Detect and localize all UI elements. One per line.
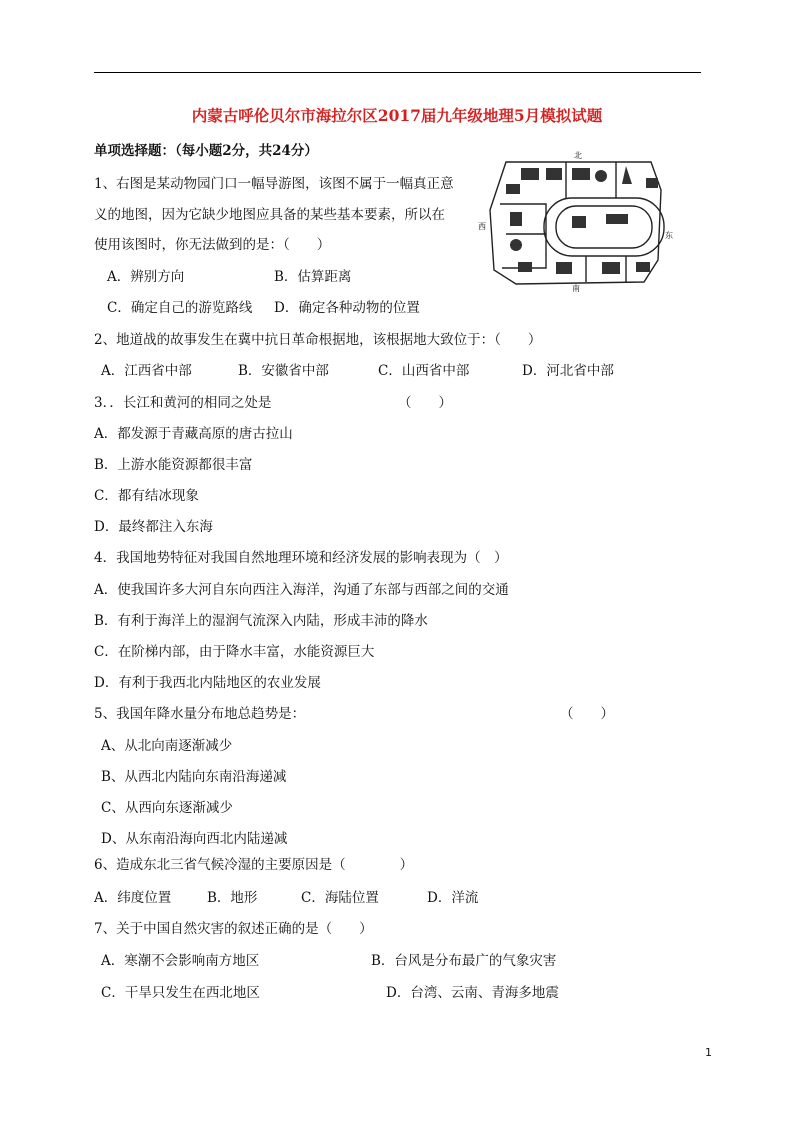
q1-stem-line1: 1、右图是某动物园门口一幅导游图，该图不属于一幅真正意 — [94, 176, 454, 192]
q1-option-b: B．估算距离 — [274, 269, 352, 285]
q5-stem: 5、我国年降水量分布地总趋势是： — [94, 706, 306, 722]
q7-option-c: C．干旱只发生在西北地区 — [101, 985, 260, 1001]
q2-option-a: A．江西省中部 — [101, 363, 192, 379]
page-number: 1 — [705, 1046, 712, 1059]
q4-stem: 4．我国地势特征对我国自然地理环境和经济发展的影响表现为（ ） — [94, 550, 508, 566]
q5-option-c: C、从西向东逐渐减少 — [101, 800, 233, 816]
q6-option-a: A．纬度位置 — [94, 890, 172, 906]
q1-option-c: C．确定自己的游览路线 — [107, 300, 253, 316]
q2-option-c: C．山西省中部 — [378, 363, 470, 379]
map-label-west: 西 — [478, 222, 486, 231]
q3-stem: 3．．长江和黄河的相同之处是 — [94, 395, 272, 411]
q1-option-a: A．辨别方向 — [107, 269, 185, 285]
map-label-north: 北 — [574, 151, 582, 160]
zoo-guide-map-figure — [476, 150, 678, 292]
section-heading: 单项选择题：（每小题2分，共24分） — [94, 143, 318, 159]
q4-option-d: D．有利于我西北内陆地区的农业发展 — [94, 675, 321, 691]
q3-option-d: D．最终都注入东海 — [94, 519, 213, 535]
q4-option-c: C．在阶梯内部，由于降水丰富，水能资源巨大 — [94, 644, 375, 660]
q7-option-a: A．寒潮不会影响南方地区 — [101, 953, 260, 969]
q2-option-b: B．安徽省中部 — [238, 363, 329, 379]
q6-option-c: C．海陆位置 — [301, 890, 379, 906]
q1-stem-line3: 使用该图时，你无法做到的是：（ ） — [94, 237, 331, 253]
q7-option-d: D．台湾、云南、青海多地震 — [386, 985, 559, 1001]
q2-stem: 2、地道战的故事发生在冀中抗日革命根据地，该根据地大致位于：（ ） — [94, 332, 542, 348]
q6-option-b: B．地形 — [207, 890, 258, 906]
q4-option-b: B．有利于海洋上的湿润气流深入内陆，形成丰沛的降水 — [94, 613, 428, 629]
q1-stem-line2: 义的地图，因为它缺少地图应具备的某些基本要素，所以在 — [94, 207, 445, 223]
q5-option-b: B、从西北内陆向东南沿海递减 — [101, 769, 287, 785]
map-label-east: 东 — [665, 231, 673, 240]
q2-option-d: D．河北省中部 — [522, 363, 614, 379]
q5-answer-bracket: （ ） — [560, 706, 614, 722]
q6-option-d: D．洋流 — [427, 890, 479, 906]
q5-option-a: A、从北向南逐渐减少 — [101, 738, 233, 754]
q5-option-d: D、从东南沿海向西北内陆递减 — [101, 831, 288, 847]
q3-option-a: A．都发源于青藏高原的唐古拉山 — [94, 426, 293, 442]
q4-option-a: A．使我国许多大河自东向西注入海洋，沟通了东部与西部之间的交通 — [94, 582, 509, 598]
q6-stem: 6、造成东北三省气候冷湿的主要原因是（ ） — [94, 857, 414, 873]
q7-option-b: B．台风是分布最广的气象灾害 — [371, 953, 557, 969]
q1-option-d: D．确定各种动物的位置 — [274, 300, 420, 316]
q3-option-b: B．上游水能资源都很丰富 — [94, 457, 253, 473]
header-rule — [94, 72, 701, 73]
map-label-south: 南 — [572, 284, 580, 292]
q7-stem: 7、关于中国自然灾害的叙述正确的是（ ） — [94, 921, 373, 937]
q3-answer-bracket: （ ） — [398, 395, 452, 411]
q3-option-c: C．都有结冰现象 — [94, 488, 199, 504]
page-title: 内蒙古呼伦贝尔市海拉尔区2017届九年级地理5月模拟试题 — [191, 106, 603, 125]
